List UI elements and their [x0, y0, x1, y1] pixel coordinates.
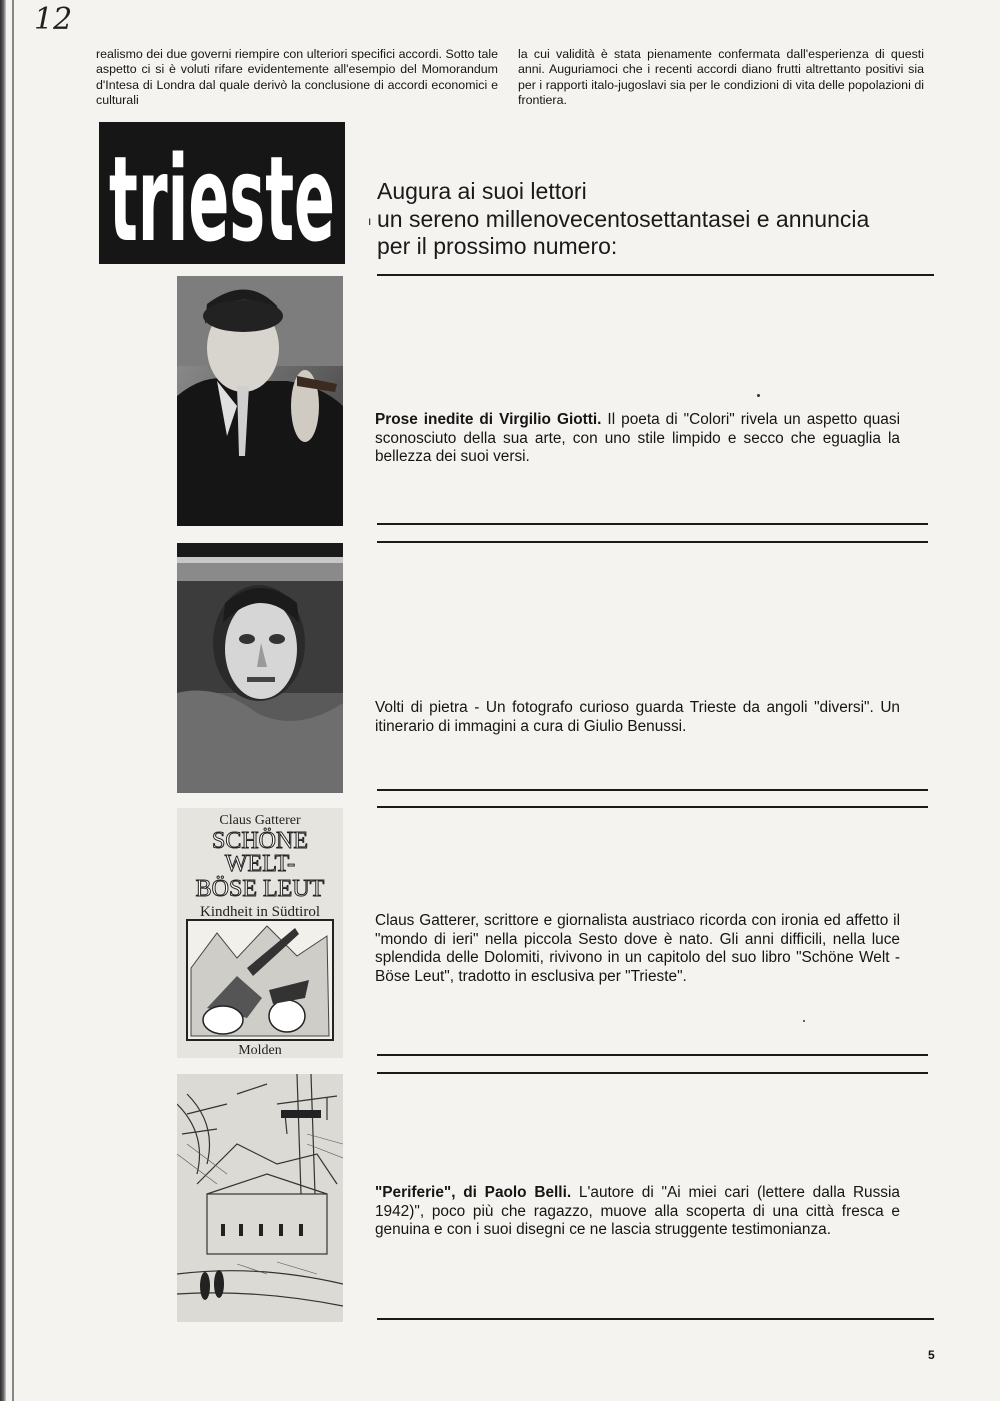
portrait-photo-icon [177, 276, 343, 526]
city-sketch-icon [177, 1074, 343, 1322]
item-1-text [375, 411, 900, 467]
book-title-line-1: SCHÖNE [211, 828, 309, 854]
item-3-body: Claus Gatterer, scrittore e giornalista austriaco ricorda con ironia ed affetto il "mondo di ieri" nella piccola Sesto dove è nato. Gli anni difficili, nella luce splendida delle Dolomiti, rivivono in un capitolo del suo libro "Schöne Welt - Böse Leut", tradotto in esclusiva per "Trieste". [375, 912, 900, 985]
city-sketch [177, 1074, 343, 1322]
item-4-body: L'autore di "Ai miei cari (lettere dalla Russia 1942)", poco più che ragazzo, muove alla scoperta di una città fresca e genuina e con i suoi disegni ce ne lascia struggente testimonianza. [375, 1184, 900, 1239]
intro-left-column: realismo dei due governi riempire con ulteriori specifici accordi. Sotto tale aspetto ci si è voluti rifare evidentemente all'esempio del Momorandum d'Intesa di Londra dal quale derivò la conclusione di accordi economici e culturali [96, 47, 498, 107]
intro-right-column: la cui validità è stata pienamente confermata dall'esperienza di questi anni. Auguriamoci che i recenti accordi diano frutti altrettanto positivi sia per i rapporti italo-jugoslavi sia per le condizioni di vita delle popolazioni di frontiera. [518, 47, 924, 107]
divider [377, 541, 928, 543]
divider [377, 1054, 928, 1056]
book-cover [177, 808, 343, 1058]
portrait-photo [177, 276, 343, 526]
greeting [377, 178, 869, 261]
trieste-logo [99, 122, 345, 264]
logo-text: trieste [109, 130, 335, 264]
trieste-logo-icon [99, 122, 345, 264]
handwritten-page-number: 12 [34, 2, 73, 37]
greeting-line-2: un sereno millenovecentosettantasei e annuncia [377, 205, 870, 232]
divider [377, 1318, 934, 1320]
print-mark: ı [368, 214, 372, 228]
book-subtitle: Kindheit in Südtirol [200, 904, 320, 920]
divider [377, 789, 928, 791]
book-title-line-2: WELT- [224, 851, 296, 877]
item-4-text [375, 1184, 900, 1240]
greeting-line-3: per il prossimo numero: [377, 233, 618, 259]
item-2-body: Volti di pietra - Un fotografo curioso guarda Trieste da angoli "diversi". Un itinerario di immagini a cura di Giulio Benussi. [375, 699, 900, 735]
item-3-text [375, 912, 900, 986]
page-number: 5 [928, 1348, 935, 1362]
greeting-line-1: Augura ai suoi lettori [377, 178, 587, 204]
stone-face-photo-icon [177, 543, 343, 793]
item-4-title: "Periferie", di Paolo Belli. [375, 1184, 572, 1201]
book-title-line-3: BÖSE LEUT [195, 876, 325, 902]
divider [377, 274, 934, 276]
book-publisher: Molden [238, 1043, 282, 1058]
divider [377, 1072, 928, 1074]
divider [377, 523, 928, 525]
item-2-text [375, 699, 900, 736]
book-author: Claus Gatterer [219, 813, 301, 828]
stone-face-photo [177, 543, 343, 793]
print-speck [757, 394, 760, 397]
scan-edge-line [12, 0, 14, 1401]
book-cover-icon [177, 808, 343, 1058]
print-speck [803, 1020, 805, 1022]
scan-edge [0, 0, 6, 1401]
divider [377, 806, 928, 808]
item-1-title: Prose inedite di Virgilio Giotti. [375, 411, 602, 428]
item-1-body: Il poeta di "Colori" rivela un aspetto quasi sconosciuto della sua arte, con uno stile limpido e secco che eguaglia la bellezza dei suoi versi. [375, 411, 900, 466]
